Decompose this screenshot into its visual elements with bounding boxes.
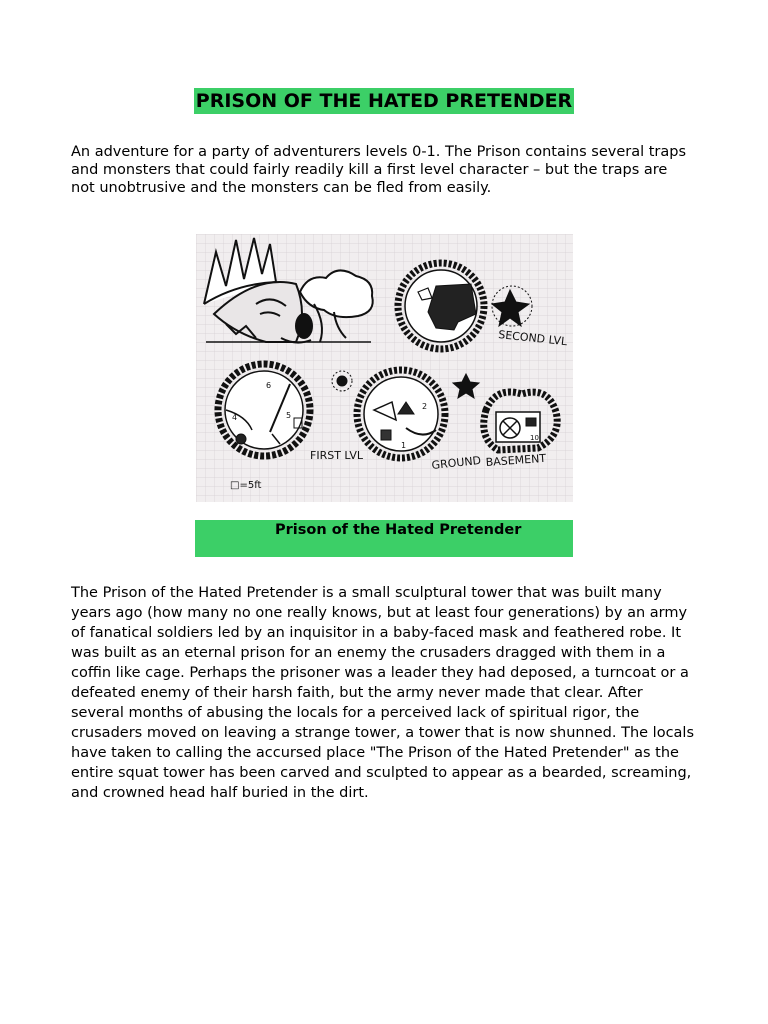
map-scale-note: □=5ft <box>230 480 262 491</box>
label-ground: GROUND <box>430 453 482 472</box>
page-title: PRISON OF THE HATED PRETENDER <box>195 90 573 112</box>
svg-text:5: 5 <box>286 411 292 420</box>
svg-text:2: 2 <box>422 402 428 411</box>
label-basement: BASEMENT <box>485 451 547 469</box>
svg-text:1: 1 <box>401 441 407 450</box>
caption-text: Prison of the Hated Pretender <box>275 522 522 538</box>
intro-paragraph: An adventure for a party of adventurers levels 0-1. The Prison contains several traps and monsters that could fairly readily kill a first level character – but the traps are not unobtrusive and the monsters can be fled from easily. <box>71 144 687 196</box>
label-first-level: FIRST LVL <box>310 449 363 462</box>
body-paragraph: The Prison of the Hated Pretender is a small sculptural tower that was built many years ago (how many no one really knows, but at least four generations) by an army of fanatical soldiers led by an inquisitor in a baby-faced mask and feathered robe. It was built as an eternal prison for an enemy the crusaders dragged with them in a coffin like cage. Perhaps the prisoner was a leader they had deposed, a turncoat or a defeated enemy of their harsh faith, but the army never made that clear. After several months of abusing the locals for a perceived lack of spiritual rigor, the crusaders moved on leaving a strange tower, a tower that is now shunned. The locals have taken to calling the accursed place "The Prison of the Hated Pretender" as the entire squat tower has been carved and sculpted to appear as a bearded, screaming, and crowned head half buried in the dirt. <box>71 585 695 801</box>
map-figure <box>196 234 573 502</box>
svg-text:10: 10 <box>530 434 539 442</box>
svg-text:6: 6 <box>266 381 272 390</box>
figure-caption <box>195 520 573 557</box>
title-block <box>0 88 768 114</box>
label-second-level: SECOND LVL <box>497 328 568 349</box>
svg-text:4: 4 <box>232 413 238 422</box>
dungeon-map-sketch <box>196 234 573 502</box>
